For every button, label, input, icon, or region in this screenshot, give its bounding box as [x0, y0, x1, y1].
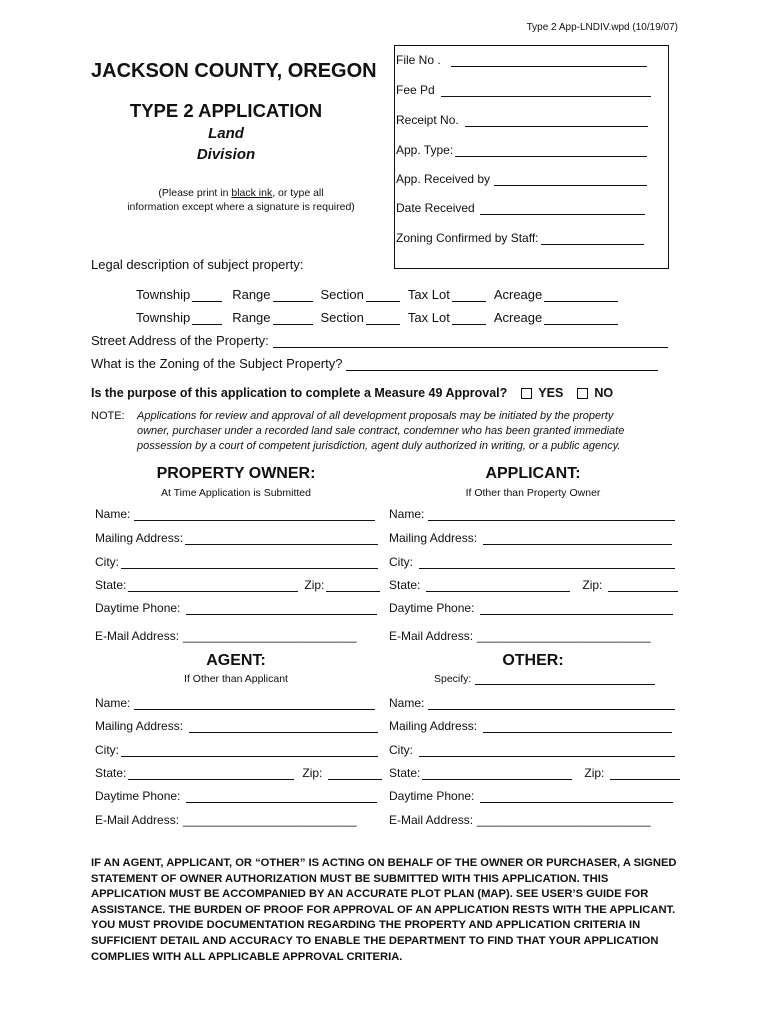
owner-city-field[interactable] [95, 555, 378, 569]
acreage-input[interactable] [544, 312, 618, 325]
range-label: Range [232, 310, 271, 325]
other-city-label: City: [389, 743, 413, 757]
owner-email-label: E-Mail Address: [95, 629, 180, 643]
instructions-start: (Please print in [158, 187, 232, 199]
other-email-blank: __________________________ [477, 813, 651, 827]
other-mailing-field[interactable] [389, 719, 672, 733]
owner-name-label: Name: [95, 507, 131, 521]
owner-mailing-field[interactable] [95, 531, 378, 545]
subtitle-division: Division [196, 146, 256, 163]
agent-zip-label: Zip: [302, 766, 323, 780]
tax-lot-label: Tax Lot [407, 287, 450, 302]
file-no-label: File No . [396, 53, 441, 67]
owner-phone-field[interactable] [95, 601, 377, 615]
applicant-state-field[interactable] [389, 578, 678, 592]
tax-lot-input[interactable] [452, 289, 486, 302]
agent-email-blank: __________________________ [183, 813, 357, 827]
agent-city-field[interactable] [95, 743, 378, 757]
street-address-field[interactable] [91, 333, 668, 348]
other-phone-field[interactable] [389, 789, 673, 803]
subtitle-land: Land [208, 125, 244, 142]
applicant-state-label: State: [389, 578, 421, 592]
agent-name-field[interactable] [95, 696, 375, 710]
other-state-field[interactable] [389, 766, 680, 780]
other-specify-field[interactable] [434, 673, 655, 685]
acreage-label: Acreage [493, 287, 543, 302]
street-address-label: Street Address of the Property: [91, 333, 269, 348]
applicant-sub: If Other than Property Owner [465, 487, 601, 499]
agent-heading: AGENT: [206, 652, 266, 669]
zoning-confirmed-field[interactable] [396, 231, 644, 245]
legal-row-1 [136, 287, 618, 302]
applicant-city-field[interactable] [389, 555, 675, 569]
other-email-field[interactable] [389, 813, 651, 827]
property-owner-heading: PROPERTY OWNER: [156, 465, 316, 482]
no-checkbox[interactable] [577, 388, 588, 399]
township-label: Township [136, 287, 191, 302]
range-input[interactable] [273, 289, 313, 302]
zoning-confirmed-label: Zoning Confirmed by Staff: [396, 231, 539, 245]
instructions-line2: information except where a signature is required) [127, 201, 355, 213]
applicant-phone-field[interactable] [389, 601, 673, 615]
date-received-field[interactable] [396, 201, 645, 215]
other-phone-label: Daytime Phone: [389, 789, 475, 803]
owner-state-label: State: [95, 578, 127, 592]
agent-email-field[interactable] [95, 813, 357, 827]
section-input[interactable] [366, 312, 400, 325]
agent-email-label: E-Mail Address: [95, 813, 180, 827]
applicant-mailing-label: Mailing Address: [389, 531, 478, 545]
applicant-email-blank: __________________________ [477, 629, 651, 643]
app-type-field[interactable] [396, 143, 647, 157]
owner-email-blank: __________________________ [183, 629, 357, 643]
file-reference: Type 2 App-LNDIV.wpd (10/19/07) [526, 22, 678, 33]
owner-city-label: City: [95, 555, 119, 569]
range-label: Range [232, 287, 271, 302]
agent-state-label: State: [95, 766, 127, 780]
app-type-label: App. Type: [396, 143, 454, 157]
app-received-by-field[interactable] [396, 172, 647, 186]
applicant-heading: APPLICANT: [485, 465, 581, 482]
application-title: TYPE 2 APPLICATION [129, 100, 323, 121]
acreage-label: Acreage [493, 310, 543, 325]
note-line-3: possession by a court of competent jurisdiction, agent duly authorized in writing, or a public agency. [137, 440, 621, 452]
applicant-zip-label: Zip: [582, 578, 603, 592]
zoning-field[interactable] [91, 356, 658, 371]
property-owner-sub: At Time Application is Submitted [161, 487, 311, 499]
yes-label: YES [538, 386, 564, 400]
agent-sub: If Other than Applicant [184, 673, 288, 685]
applicant-phone-label: Daytime Phone: [389, 601, 475, 615]
section-label: Section [320, 287, 364, 302]
owner-zip-label: Zip: [304, 578, 325, 592]
applicant-name-label: Name: [389, 507, 425, 521]
applicant-email-field[interactable] [389, 629, 651, 643]
section-label: Section [320, 310, 364, 325]
print-instructions [91, 186, 391, 214]
applicant-email-label: E-Mail Address: [389, 629, 474, 643]
legal-heading: Legal description of subject property: [91, 257, 304, 272]
other-state-label: State: [389, 766, 421, 780]
other-heading: OTHER: [502, 652, 564, 669]
authorization-warning: IF AN AGENT, APPLICANT, OR “OTHER” IS ACTING ON BEHALF OF THE OWNER OR PURCHASER, A SIGNED STATEMENT OF OWNER AUTHORIZATION MUST BE SUBMITTED WITH THIS APPLICATION. THIS APPLICATION MUST BE ACCOMPANIED BY AN ACCURATE PLOT PLAN (MAP). SEE USER’S GUIDE FOR ASSISTANCE. THE BURDEN OF PROOF FOR APPROVAL OF AN APPLICATION RESTS WITH THE APPLICANT. YOU MUST PROVIDE DOCUMENTATION REGARDING THE PROPERTY AND APPLICATION CRITERIA IN SUFFICIENT DETAIL AND ACCURACY TO ENABLE THE DEPARTMENT TO FIND THAT YOUR APPLICATION COMPLIES WITH ALL APPLICABLE APPROVAL CRITERIA. [91, 857, 677, 963]
county-title: JACKSON COUNTY, OREGON [91, 60, 377, 82]
other-city-field[interactable] [389, 743, 675, 757]
acreage-input[interactable] [544, 289, 618, 302]
agent-mailing-label: Mailing Address: [95, 719, 184, 733]
owner-name-field[interactable] [95, 507, 375, 521]
other-mailing-label: Mailing Address: [389, 719, 478, 733]
agent-name-label: Name: [95, 696, 131, 710]
no-label: NO [594, 386, 614, 400]
applicant-city-label: City: [389, 555, 413, 569]
range-input[interactable] [273, 312, 313, 325]
applicant-name-field[interactable] [389, 507, 675, 521]
tax-lot-label: Tax Lot [407, 310, 450, 325]
owner-state-field[interactable] [95, 578, 380, 592]
owner-phone-label: Daytime Phone: [95, 601, 181, 615]
date-received-label: Date Received [396, 201, 475, 215]
file-no-field[interactable] [396, 53, 647, 67]
instructions-ink: black ink [231, 187, 273, 199]
section-input[interactable] [366, 289, 400, 302]
zoning-label: What is the Zoning of the Subject Property? [91, 356, 343, 371]
agent-city-label: City: [95, 743, 119, 757]
receipt-no-field[interactable] [396, 113, 648, 127]
legal-row-2 [136, 310, 618, 325]
note-block [91, 409, 691, 454]
agent-phone-label: Daytime Phone: [95, 789, 181, 803]
agent-state-field[interactable] [95, 766, 382, 780]
other-name-label: Name: [389, 696, 425, 710]
owner-email-field[interactable] [95, 629, 357, 643]
fee-pd-label: Fee Pd [396, 83, 435, 97]
other-name-field[interactable] [389, 696, 675, 710]
measure49-question: Is the purpose of this application to complete a Measure 49 Approval? [91, 386, 508, 400]
instructions-end: , or type all [272, 187, 324, 199]
applicant-mailing-field[interactable] [389, 531, 672, 545]
other-email-label: E-Mail Address: [389, 813, 474, 827]
measure49-row [91, 386, 613, 400]
agent-mailing-field[interactable] [95, 719, 378, 733]
note-line-1: Applications for review and approval of all development proposals may be initiated by the property [137, 410, 614, 422]
fee-pd-field[interactable] [396, 83, 651, 97]
township-label: Township [136, 310, 191, 325]
yes-checkbox[interactable] [521, 388, 532, 399]
township-input[interactable] [192, 312, 222, 325]
agent-phone-field[interactable] [95, 789, 377, 803]
township-input[interactable] [192, 289, 222, 302]
note-line-2: owner, purchaser under a recorded land sale contract, condemner who has been granted immediate [137, 425, 625, 437]
app-received-by-label: App. Received by [396, 172, 491, 186]
owner-mailing-label: Mailing Address: [95, 531, 184, 545]
receipt-no-label: Receipt No. [396, 113, 459, 127]
note-label: NOTE: [91, 410, 125, 422]
other-specify-label: Specify: [434, 673, 472, 685]
tax-lot-input[interactable] [452, 312, 486, 325]
other-zip-label: Zip: [584, 766, 605, 780]
